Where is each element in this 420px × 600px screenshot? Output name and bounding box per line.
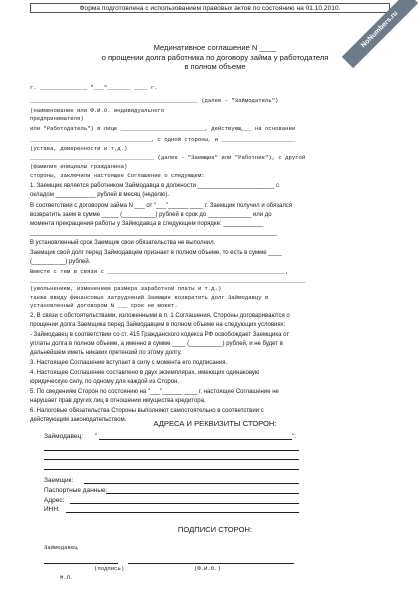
borrower-name-line: _____________________________________ (далее - "Заемщик" или "Работник"), с другой [30,154,306,161]
representative-line: или "Работодатель") в лице _________________________, действующ___ на основании [30,125,296,132]
inn-row [44,505,389,514]
passport-label: Паспортные данные: [44,487,108,494]
lender-name-caption: (наименование или Ф.И.О. индивидуального [30,107,165,114]
borrower-name-field[interactable] [84,483,299,484]
lender-name-caption-2: предпринимателя) [30,115,84,122]
clause-6-text: действующим законодательством. [30,417,127,423]
clause-2-text: - Займодавец в соответствии со ст. 415 Гражданского кодекса РФ освобождает Заемщика от [30,332,290,338]
addresses-title: АДРЕСА И РЕКВИЗИТЫ СТОРОН: [153,420,277,428]
clause-1-text: возвратить заем в сумме _____ (__________) рублей в срок до _____________ или до [30,212,272,218]
lender-details-field[interactable] [44,459,299,460]
document-subtitle: о прощении долга работника по договору займа у работодателя [101,54,329,62]
address-row [44,496,389,505]
lender-name-line: __________________________________________________ (далее - "Займодатель") [30,97,279,104]
clause-3-text: 3. Настоящее Соглашение вступает в силу с момента его подписания. [30,360,228,366]
clause-4-text: юридическую силу, по одному для каждой из Сторон. [30,379,180,385]
borrower-name-caption: (фамилия инициалы гражданина) [30,163,128,170]
clause-2-text: уплаты долга в полном объеме, а именно в сумме ____ (__________) рублей, и не будет в [30,341,283,347]
name-caption: (Ф.И.О.) [194,565,221,572]
circumstances-line: Вместе с тем в связи с _____________________________________________________, [30,268,289,275]
circumstances-line: __________________________________________________________________________________ [30,277,306,284]
name-line[interactable] [128,563,294,564]
address-field[interactable] [70,503,299,504]
watermark-ribbon: NoNumbers.ru [342,0,418,68]
document-subtitle-2: в полном объеме [184,63,246,71]
clause-1-text: окладом ____________ рублей в месяц (неделю). [30,192,170,198]
signatures-title: ПОДПИСИ СТОРОН: [177,526,253,534]
clause-1-text: __________________________________________________________________________ [30,230,277,236]
inn-field[interactable] [66,512,299,513]
document-title: Мединативное соглашение N ____ [153,44,277,52]
passport-row [44,486,389,495]
borrower-label: Заемщик: [44,477,74,484]
passport-field[interactable] [106,493,299,494]
clause-1-text: В соответствии с договором займа N ___ от "___"______ ____ г. Заемщик получил и обязался [30,203,293,209]
clause-6-text: 6. Налоговые обязательства Стороны выполняют самостоятельно в соответствии с [30,408,264,414]
lender-name-field[interactable] [99,439,292,440]
clause-2-text: прощении долга Заемщика перед Займодавцем в полном объеме на следующих условиях: [30,322,286,328]
clause-5-text: 5. По сведениям Сторон по состоянию на "___"______ ____ г. настоящее Соглашение не [30,389,279,395]
lender-details-field[interactable] [44,469,299,470]
inn-label: ИНН: [44,506,60,513]
city-date-line: г. ______________ "___"_______ ____ г. [30,84,158,91]
signature-caption: (подпись) [94,565,125,572]
circumstances-line: установленный договором N ___ срок не может. [30,302,178,309]
clause-1-text: момента прекращения работы у Займодавца в следующем порядке: ____________ [30,221,264,227]
borrower-row [44,476,389,485]
legal-notice: Форма подготовлена с использованием правовых актов по состоянию на 01.10.2010. [30,3,390,13]
address-label: Адрес: [44,497,65,504]
signature-line[interactable] [44,563,118,564]
signature-lender-label: Займодавец [44,544,78,551]
agreement-intro-line: стороны, заключили настоящее Соглашение о следующем: [30,172,205,179]
clause-2-text: 2. В связи с обстоятельствами, изложенными в п. 1 Соглашения, Стороны договариваются о [30,313,290,319]
clause-1-text: 1. Заемщик является работником Займодавца в должности _______________________ с [30,183,280,189]
basis-caption: (устава, доверенности и т.д.) [30,145,128,152]
clause-5-text: нарушает прав других лиц в отношении имущества кредитора. [30,398,206,404]
lender-details-row [44,432,389,441]
circumstances-line: также ввиду финансовых затруднений Заемщик возвратить долг Займодавцу в [30,294,269,301]
basis-line: ____________________________________, с одной стороны, и ______________________ [30,136,296,143]
lender-details-field[interactable] [44,450,299,451]
circumstances-caption: (увольнением, изменением размера заработной платы и т.д.) [30,285,222,292]
clause-4-text: 4. Настоящее Соглашение составлено в двух экземплярах, имеющих одинаковую [30,370,260,376]
lender-label: Займодавец: [44,433,84,440]
lender-quote-close: ": [292,433,297,440]
clause-1-text: Заемщик свой долг перед Займодавцем признает в полном объеме, то есть в сумме ____ [30,250,282,256]
clause-2-text: дальнейшем иметь никаких претензий по этому долгу. [30,350,182,356]
clause-1-text: В установленный срок Заемщик свои обязательства не выполнил. [30,240,216,246]
clause-1-text: (__________) рублей. [30,259,91,265]
stamp-label: М.П. [60,574,74,581]
lender-quote-open: " [95,433,98,440]
